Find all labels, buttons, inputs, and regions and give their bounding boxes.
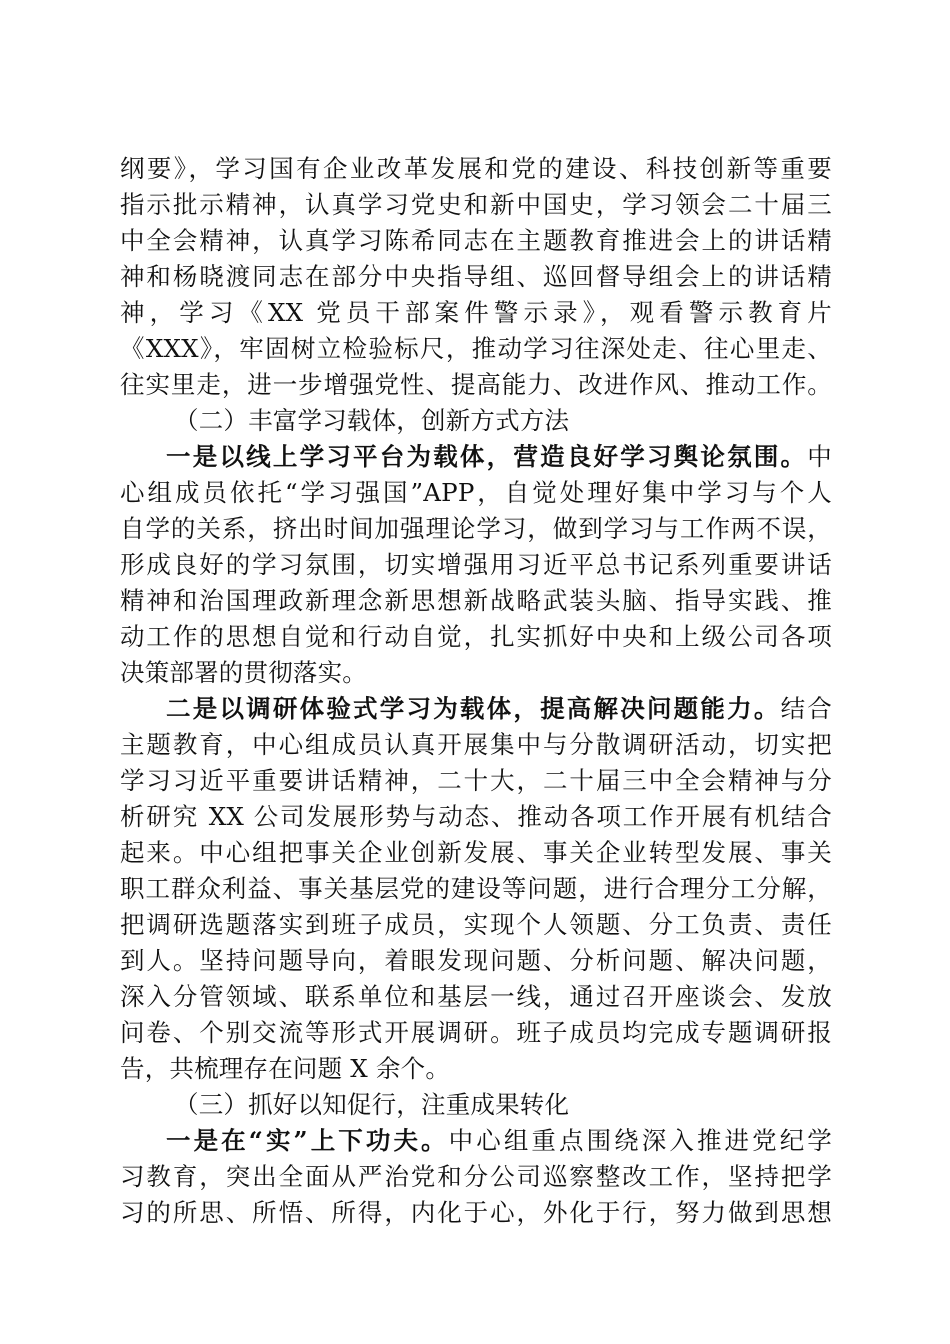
paragraph-line: 起来。中心组把事关企业创新发展、事关企业转型发展、事关 bbox=[120, 838, 832, 867]
paragraph-line: 动工作的思想自觉和行动自觉，扎实抓好中央和上级公司各项 bbox=[120, 622, 832, 651]
item-first-line bbox=[166, 439, 832, 475]
paragraph-line: 心组成员依托“学习强国”APP，自觉处理好集中学习与个人 bbox=[120, 478, 832, 507]
section-heading-3: （三）抓好以知促行，注重成果转化 bbox=[174, 1090, 570, 1119]
paragraph-line: 决策部署的贯彻落实。 bbox=[120, 658, 367, 687]
item-lead-bold: 二是以调研体验式学习为载体，提高解决问题能力。 bbox=[166, 694, 781, 723]
paragraph-line: 纲要》，学习国有企业改革发展和党的建设、科技创新等重要 bbox=[120, 154, 832, 183]
paragraph-line: 主题教育，中心组成员认真开展集中与分散调研活动，切实把 bbox=[120, 730, 832, 759]
item-lead-tail: 中心组重点围绕深入推进党纪学 bbox=[448, 1126, 832, 1155]
paragraph-line: 习的所思、所悟、所得，内化于心，外化于行，努力做到思想 bbox=[120, 1198, 832, 1227]
paragraph-line: 到人。坚持问题导向，着眼发现问题、分析问题、解决问题， bbox=[120, 946, 832, 975]
item-lead-tail: 中 bbox=[807, 442, 832, 471]
paragraph-line: 往实里走，进一步增强党性、提高能力、改进作风、推动工作。 bbox=[120, 370, 832, 399]
paragraph-line: 告，共梳理存在问题 X 余个。 bbox=[120, 1054, 451, 1083]
paragraph-line: 问卷、个别交流等形式开展调研。班子成员均完成专题调研报 bbox=[120, 1018, 832, 1047]
item-first-line bbox=[166, 1123, 832, 1159]
paragraph-line: 自学的关系，挤出时间加强理论学习，做到学习与工作两不误， bbox=[120, 514, 832, 543]
paragraph-line: 中全会精神，认真学习陈希同志在主题教育推进会上的讲话精 bbox=[120, 226, 832, 255]
item-lead-bold: 一是以线上学习平台为载体，营造良好学习舆论氛围。 bbox=[166, 442, 808, 471]
paragraph-line: 学习习近平重要讲话精神，二十大，二十届三中全会精神与分 bbox=[120, 766, 832, 795]
paragraph-line: 指示批示精神，认真学习党史和新中国史，学习领会二十届三 bbox=[120, 190, 832, 219]
item-first-line bbox=[166, 691, 832, 727]
paragraph-line: 习教育，突出全面从严治党和分公司巡察整改工作，坚持把学 bbox=[120, 1162, 832, 1191]
item-lead-bold: 一是在“实”上下功夫。 bbox=[166, 1126, 449, 1155]
paragraph-line: 深入分管领域、联系单位和基层一线，通过召开座谈会、发放 bbox=[120, 982, 832, 1011]
paragraph-line: 神，学习《XX 党员干部案件警示录》，观看警示教育片 bbox=[120, 298, 832, 327]
item-lead-tail: 结合 bbox=[780, 694, 832, 723]
paragraph-line: 析研究 XX 公司发展形势与动态、推动各项工作开展有机结合 bbox=[120, 802, 832, 831]
paragraph-line: 《XXX》，牢固树立检验标尺，推动学习往深处走、往心里走、 bbox=[120, 334, 832, 363]
section-heading-2: （二）丰富学习载体，创新方式方法 bbox=[174, 406, 570, 435]
paragraph-line: 职工群众利益、事关基层党的建设等问题，进行合理分工分解， bbox=[120, 874, 832, 903]
paragraph-line: 形成良好的学习氛围，切实增强用习近平总书记系列重要讲话 bbox=[120, 550, 832, 579]
paragraph-line: 神和杨晓渡同志在部分中央指导组、巡回督导组会上的讲话精 bbox=[120, 262, 832, 291]
paragraph-line: 精神和治国理政新理念新思想新战略武装头脑、指导实践、推 bbox=[120, 586, 832, 615]
paragraph-line: 把调研选题落实到班子成员，实现个人领题、分工负责、责任 bbox=[120, 910, 832, 939]
